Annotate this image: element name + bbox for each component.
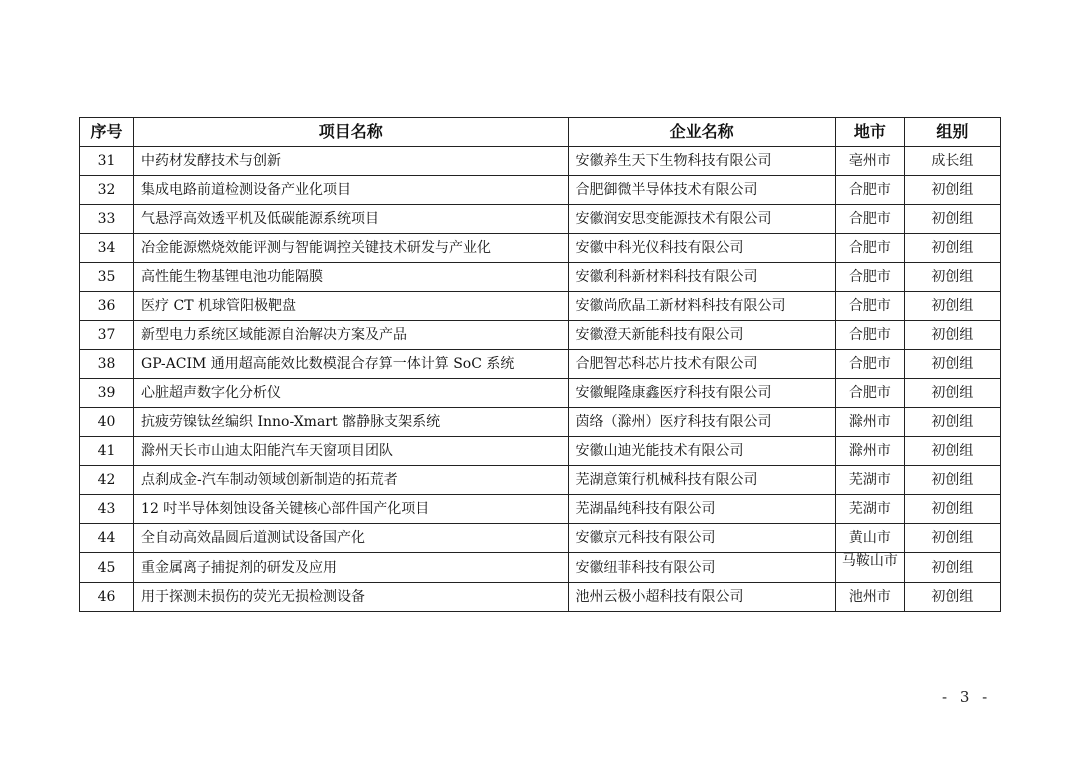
table-row (80, 350, 1001, 379)
cell-company-name: 安徽鲲隆康鑫医疗科技有限公司 (568, 379, 835, 408)
cell-serial-number: 38 (80, 350, 134, 379)
cell-company-name: 茵络（滁州）医疗科技有限公司 (568, 408, 835, 437)
table-row (80, 553, 1001, 583)
table-row (80, 176, 1001, 205)
cell-serial-number: 44 (80, 524, 134, 553)
header-serial-number: 序号 (80, 118, 134, 147)
cell-company-name: 安徽纽菲科技有限公司 (568, 553, 835, 583)
cell-group: 初创组 (904, 466, 1000, 495)
cell-city: 合肥市 (835, 350, 904, 379)
page-number: - 3 - (942, 688, 992, 706)
cell-company-name: 安徽澄天新能科技有限公司 (568, 321, 835, 350)
cell-group: 初创组 (904, 321, 1000, 350)
table-header-row (80, 118, 1001, 147)
cell-project-name: 气悬浮高效透平机及低碳能源系统项目 (134, 205, 568, 234)
cell-project-name: GP-ACIM 通用超高能效比数模混合存算一体计算 SoC 系统 (134, 350, 568, 379)
cell-company-name: 安徽润安思变能源技术有限公司 (568, 205, 835, 234)
cell-project-name: 冶金能源燃烧效能评测与智能调控关键技术研发与产业化 (134, 234, 568, 263)
cell-serial-number: 36 (80, 292, 134, 321)
cell-company-name: 安徽养生天下生物科技有限公司 (568, 147, 835, 176)
cell-group: 初创组 (904, 437, 1000, 466)
cell-project-name: 12 吋半导体刻蚀设备关键核心部件国产化项目 (134, 495, 568, 524)
cell-project-name: 点刹成金-汽车制动领域创新制造的拓荒者 (134, 466, 568, 495)
table-row (80, 437, 1001, 466)
table-row (80, 408, 1001, 437)
header-project-name: 项目名称 (134, 118, 568, 147)
cell-city: 黄山市 (835, 524, 904, 553)
table-row (80, 379, 1001, 408)
table-row (80, 466, 1001, 495)
header-company-name: 企业名称 (568, 118, 835, 147)
table-row (80, 495, 1001, 524)
cell-city: 合肥市 (835, 263, 904, 292)
cell-serial-number: 45 (80, 553, 134, 583)
cell-group: 初创组 (904, 292, 1000, 321)
cell-project-name: 中药材发酵技术与创新 (134, 147, 568, 176)
table-row (80, 147, 1001, 176)
cell-serial-number: 31 (80, 147, 134, 176)
cell-city: 合肥市 (835, 379, 904, 408)
cell-city: 滁州市 (835, 437, 904, 466)
cell-city: 亳州市 (835, 147, 904, 176)
cell-company-name: 安徽尚欣晶工新材料科技有限公司 (568, 292, 835, 321)
cell-serial-number: 35 (80, 263, 134, 292)
cell-company-name: 合肥智芯科芯片技术有限公司 (568, 350, 835, 379)
cell-project-name: 集成电路前道检测设备产业化项目 (134, 176, 568, 205)
cell-group: 初创组 (904, 495, 1000, 524)
cell-company-name: 安徽中科光仪科技有限公司 (568, 234, 835, 263)
cell-company-name: 安徽利科新材料科技有限公司 (568, 263, 835, 292)
cell-city: 合肥市 (835, 205, 904, 234)
table-row (80, 292, 1001, 321)
cell-company-name: 安徽山迪光能技术有限公司 (568, 437, 835, 466)
cell-serial-number: 33 (80, 205, 134, 234)
cell-city: 合肥市 (835, 292, 904, 321)
cell-group: 初创组 (904, 176, 1000, 205)
cell-company-name: 安徽京元科技有限公司 (568, 524, 835, 553)
table-row (80, 524, 1001, 553)
cell-group: 初创组 (904, 350, 1000, 379)
cell-city: 合肥市 (835, 176, 904, 205)
table-row (80, 234, 1001, 263)
cell-city: 马鞍山市 (835, 553, 904, 583)
cell-group: 成长组 (904, 147, 1000, 176)
cell-project-name: 新型电力系统区域能源自治解决方案及产品 (134, 321, 568, 350)
cell-serial-number: 42 (80, 466, 134, 495)
cell-city: 合肥市 (835, 234, 904, 263)
cell-project-name: 医疗 CT 机球管阳极靶盘 (134, 292, 568, 321)
cell-project-name: 心脏超声数字化分析仪 (134, 379, 568, 408)
header-city: 地市 (835, 118, 904, 147)
cell-company-name: 合肥御微半导体技术有限公司 (568, 176, 835, 205)
cell-city: 合肥市 (835, 321, 904, 350)
cell-group: 初创组 (904, 234, 1000, 263)
table-row (80, 321, 1001, 350)
table-row (80, 205, 1001, 234)
cell-project-name: 全自动高效晶圆后道测试设备国产化 (134, 524, 568, 553)
cell-serial-number: 32 (80, 176, 134, 205)
cell-group: 初创组 (904, 408, 1000, 437)
table-row (80, 583, 1001, 612)
cell-group: 初创组 (904, 263, 1000, 292)
cell-group: 初创组 (904, 205, 1000, 234)
cell-project-name: 抗疲劳镍钛丝编织 Inno-Xmart 髂静脉支架系统 (134, 408, 568, 437)
cell-group: 初创组 (904, 379, 1000, 408)
cell-group: 初创组 (904, 524, 1000, 553)
project-table (79, 117, 1001, 612)
cell-serial-number: 43 (80, 495, 134, 524)
cell-company-name: 芜湖意策行机械科技有限公司 (568, 466, 835, 495)
cell-serial-number: 34 (80, 234, 134, 263)
cell-group: 初创组 (904, 553, 1000, 583)
cell-project-name: 重金属离子捕捉剂的研发及应用 (134, 553, 568, 583)
table-body (80, 147, 1001, 612)
cell-company-name: 池州云极小超科技有限公司 (568, 583, 835, 612)
cell-company-name: 芜湖晶纯科技有限公司 (568, 495, 835, 524)
table-row (80, 263, 1001, 292)
cell-serial-number: 39 (80, 379, 134, 408)
cell-serial-number: 46 (80, 583, 134, 612)
cell-group: 初创组 (904, 583, 1000, 612)
cell-city: 池州市 (835, 583, 904, 612)
header-group: 组别 (904, 118, 1000, 147)
cell-serial-number: 41 (80, 437, 134, 466)
cell-city: 滁州市 (835, 408, 904, 437)
cell-project-name: 高性能生物基锂电池功能隔膜 (134, 263, 568, 292)
cell-city: 芜湖市 (835, 466, 904, 495)
cell-project-name: 用于探测未损伤的荧光无损检测设备 (134, 583, 568, 612)
cell-serial-number: 40 (80, 408, 134, 437)
cell-city: 芜湖市 (835, 495, 904, 524)
cell-project-name: 滁州天长市山迪太阳能汽车天窗项目团队 (134, 437, 568, 466)
cell-serial-number: 37 (80, 321, 134, 350)
